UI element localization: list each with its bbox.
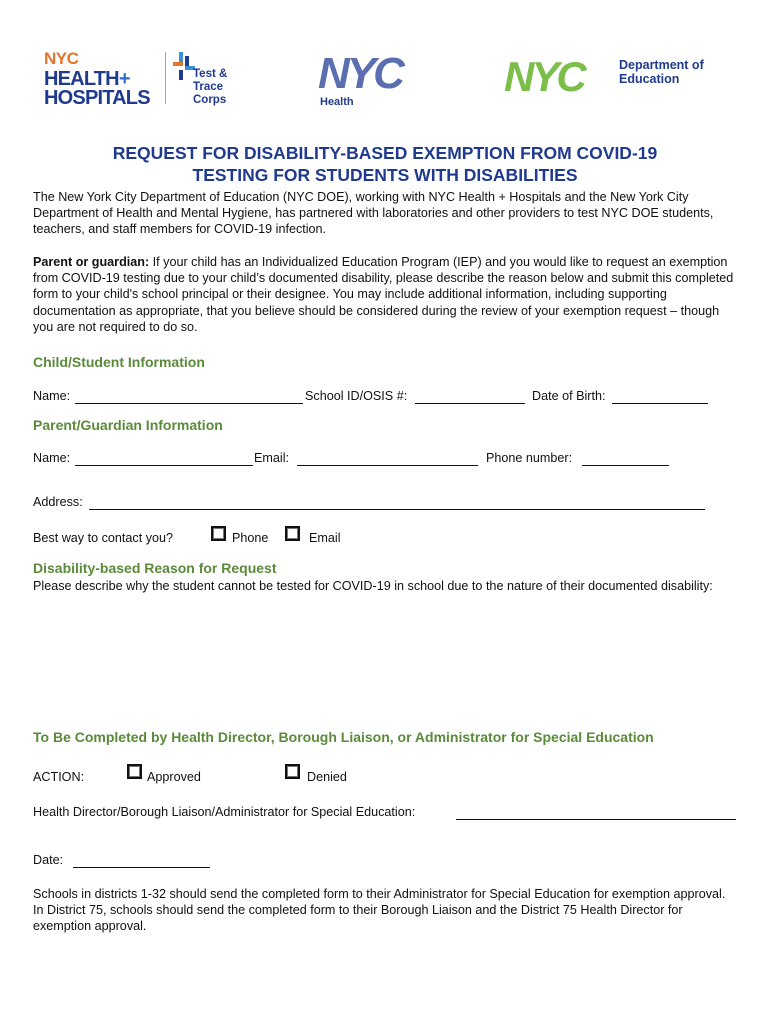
admin-section-heading: To Be Completed by Health Director, Borough Liaison, or Administrator for Special Education [33,729,654,745]
nyc-hh-logo-hospitals: HOSPITALS [44,87,150,109]
child-name-field[interactable] [75,391,303,404]
action-label: ACTION: [33,770,85,784]
logo-divider [165,52,166,104]
nyc-hh-logo-health: HEALTH+ [44,68,130,90]
child-name-label: Name: [33,389,71,403]
intro-paragraph: The New York City Department of Education (NYC DOE), working with NYC Health + Hospitals and the New York City Department of Health and Mental Hygiene, has partnered with laboratories and other providers to test NYC DOE students, teachers, and staff members for COVID-19 infection. [33,190,714,237]
date-field[interactable] [73,855,210,868]
form-title-line2: TESTING FOR STUDENTS WITH DISABILITIES [192,165,578,185]
reason-section-heading: Disability-based Reason for Request [33,560,277,576]
school-id-label: School ID/OSIS #: [305,389,408,403]
approved-label: Approved [147,770,201,784]
parent-note-paragraph [33,254,738,335]
contact-email-checkbox[interactable] [285,526,300,541]
form-title-line1: REQUEST FOR DISABILITY-BASED EXEMPTION FROM COVID-19 [112,143,658,163]
nyc-hh-logo-nyc: NYC [44,49,79,68]
footer-note: Schools in districts 1-32 should send the completed form to their Administrator for Special Education for exemption approval. In District 75, schools should send the completed form to their Borough Liaison and the District 75 Health Director for exemption approval. [33,887,726,934]
address-label: Address: [33,495,83,509]
ttc-logo-line2: Trace [193,81,224,93]
contact-email-label: Email [309,531,341,545]
nyc-doe-logo-line2: Education [619,72,680,86]
parent-note-body: If your child has an Individualized Education Program (IEP) and you would like to request an exemption from COVID-19 testing due to your child’s documented disability, please describe the reason below and submit this completed form to your child's school principal or their designee. You may include additional information, including supporting documentation as appropriate, that you believe should be considered during the review of your exemption request – though you are not required to do so. [33,255,734,334]
parent-email-field[interactable] [297,453,478,466]
nyc-doe-logo-wordmark: NYC [504,53,584,100]
denied-label: Denied [307,770,347,784]
reason-text-area[interactable] [33,614,733,714]
parent-section-heading: Parent/Guardian Information [33,417,223,433]
dob-label: Date of Birth: [532,389,606,403]
school-id-field[interactable] [415,391,525,404]
ttc-logo-icon [173,52,195,80]
parent-name-label: Name: [33,451,71,465]
parent-email-label: Email: [254,451,289,465]
contact-label: Best way to contact you? [33,531,174,545]
ttc-logo-line1: Test & [193,68,228,80]
approved-checkbox[interactable] [127,764,142,779]
parent-phone-label: Phone number: [486,451,573,465]
parent-phone-field[interactable] [582,453,669,466]
nyc-health-logo-wordmark: NYC [318,49,402,98]
reason-prompt: Please describe why the student cannot be tested for COVID-19 in school due to the nature of their documented disability: [33,579,713,593]
contact-phone-checkbox[interactable] [211,526,226,541]
date-label: Date: [33,853,64,867]
parent-note-lead: Parent or guardian: [33,255,150,269]
address-field[interactable] [89,497,705,510]
signer-field[interactable] [456,807,736,820]
nyc-doe-logo-line1: Department of [619,58,704,72]
child-section-heading: Child/Student Information [33,354,205,370]
signer-label: Health Director/Borough Liaison/Administrator for Special Education: [33,805,416,819]
nyc-health-logo-caption: Health [320,96,354,108]
dob-field[interactable] [612,391,708,404]
parent-name-field[interactable] [75,453,253,466]
ttc-logo-line3: Corps [193,94,227,106]
denied-checkbox[interactable] [285,764,300,779]
contact-phone-label: Phone [232,531,269,545]
